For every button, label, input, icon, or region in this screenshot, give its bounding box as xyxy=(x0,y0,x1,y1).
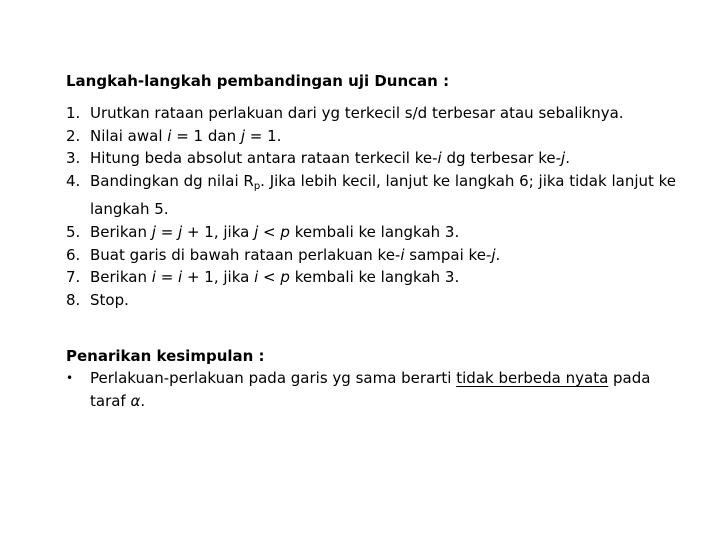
math-symbol: p xyxy=(280,268,290,287)
step-text xyxy=(90,266,686,289)
text-run: Berikan xyxy=(90,222,152,241)
procedure-heading: Langkah-langkah pembandingan uji Duncan : xyxy=(66,72,450,90)
procedure-step xyxy=(66,125,686,148)
text-run: . Jika lebih kecil, lanjut ke langkah 6; jika tidak lanjut ke langkah 5. xyxy=(90,171,677,219)
slide-content xyxy=(66,70,686,413)
step-number: 4. xyxy=(66,171,81,190)
procedure-step xyxy=(66,244,686,267)
subscript: p xyxy=(253,180,261,192)
math-symbol: j xyxy=(178,222,183,241)
step-number: 6. xyxy=(66,245,81,264)
procedure-steps-list xyxy=(66,102,686,311)
step-number: 1. xyxy=(66,104,81,122)
step-number: 5. xyxy=(66,222,81,241)
step-number: 2. xyxy=(66,126,81,145)
text-run: = 1. xyxy=(245,126,282,145)
text-run: . xyxy=(495,245,501,264)
underlined-phrase: tidak berbeda nyata xyxy=(456,369,609,388)
procedure-step xyxy=(66,102,686,125)
text-run: + 1, jika xyxy=(182,222,255,241)
math-symbol: i xyxy=(254,268,259,287)
text-run: Hitung beda absolut antara rataan terkecil ke- xyxy=(90,149,438,168)
math-symbol: i xyxy=(400,245,405,264)
text-run: . xyxy=(565,149,570,168)
text-run: = xyxy=(155,268,179,287)
text-run: Bandingkan dg nilai R xyxy=(90,171,254,190)
math-symbol: i xyxy=(151,268,156,287)
text-run: < xyxy=(258,268,281,287)
math-symbol: i xyxy=(437,149,442,168)
math-symbol: j xyxy=(240,126,246,145)
procedure-step xyxy=(66,289,686,312)
text-run: = 1 dan xyxy=(171,126,241,145)
procedure-step xyxy=(66,221,686,244)
step-text xyxy=(90,289,686,312)
conclusion-text xyxy=(90,367,686,412)
math-symbol: j xyxy=(151,222,156,241)
text-run: + 1, jika xyxy=(182,268,255,287)
step-number: 7. xyxy=(66,268,81,287)
text-run: < xyxy=(258,222,281,241)
step-number: 3. xyxy=(66,149,81,168)
text-run: Urutkan rataan perlakuan dari yg terkecil s/d terbesar atau sebaliknya. xyxy=(90,104,624,122)
step-text xyxy=(90,125,686,148)
step-text xyxy=(90,170,686,221)
step-number: 8. xyxy=(66,290,81,309)
math-symbol: j xyxy=(254,222,259,241)
step-text xyxy=(90,147,686,170)
conclusion-section xyxy=(66,345,686,412)
text-run: . xyxy=(140,391,146,410)
step-text xyxy=(90,244,686,267)
procedure-step xyxy=(66,266,686,289)
text-run: = xyxy=(155,222,179,241)
text-run: Berikan xyxy=(90,268,152,287)
step-text xyxy=(90,102,686,125)
math-symbol: j xyxy=(491,245,496,264)
conclusion-heading: Penarikan kesimpulan : xyxy=(66,347,265,366)
conclusion-bullet-item xyxy=(66,367,686,412)
procedure-step xyxy=(66,147,686,170)
text-run: Stop. xyxy=(90,290,129,309)
text-run: dg terbesar ke- xyxy=(441,149,562,168)
math-symbol: p xyxy=(280,222,290,241)
math-symbol: j xyxy=(561,149,566,168)
text-run: Perlakuan-perlakuan pada garis yg sama berarti xyxy=(90,369,457,388)
procedure-step xyxy=(66,170,686,221)
text-run: kembali ke langkah 3. xyxy=(289,268,460,287)
math-symbol: α xyxy=(130,391,141,410)
text-run: pada taraf xyxy=(90,369,651,410)
text-run: sampai ke- xyxy=(404,245,492,264)
step-text xyxy=(90,221,686,244)
math-symbol: i xyxy=(167,126,172,145)
bullet-icon: • xyxy=(66,371,74,386)
text-run: kembali ke langkah 3. xyxy=(289,222,460,241)
text-run: Buat garis di bawah rataan perlakuan ke- xyxy=(90,245,401,264)
math-symbol: i xyxy=(178,268,183,287)
text-run: Nilai awal xyxy=(90,126,168,145)
